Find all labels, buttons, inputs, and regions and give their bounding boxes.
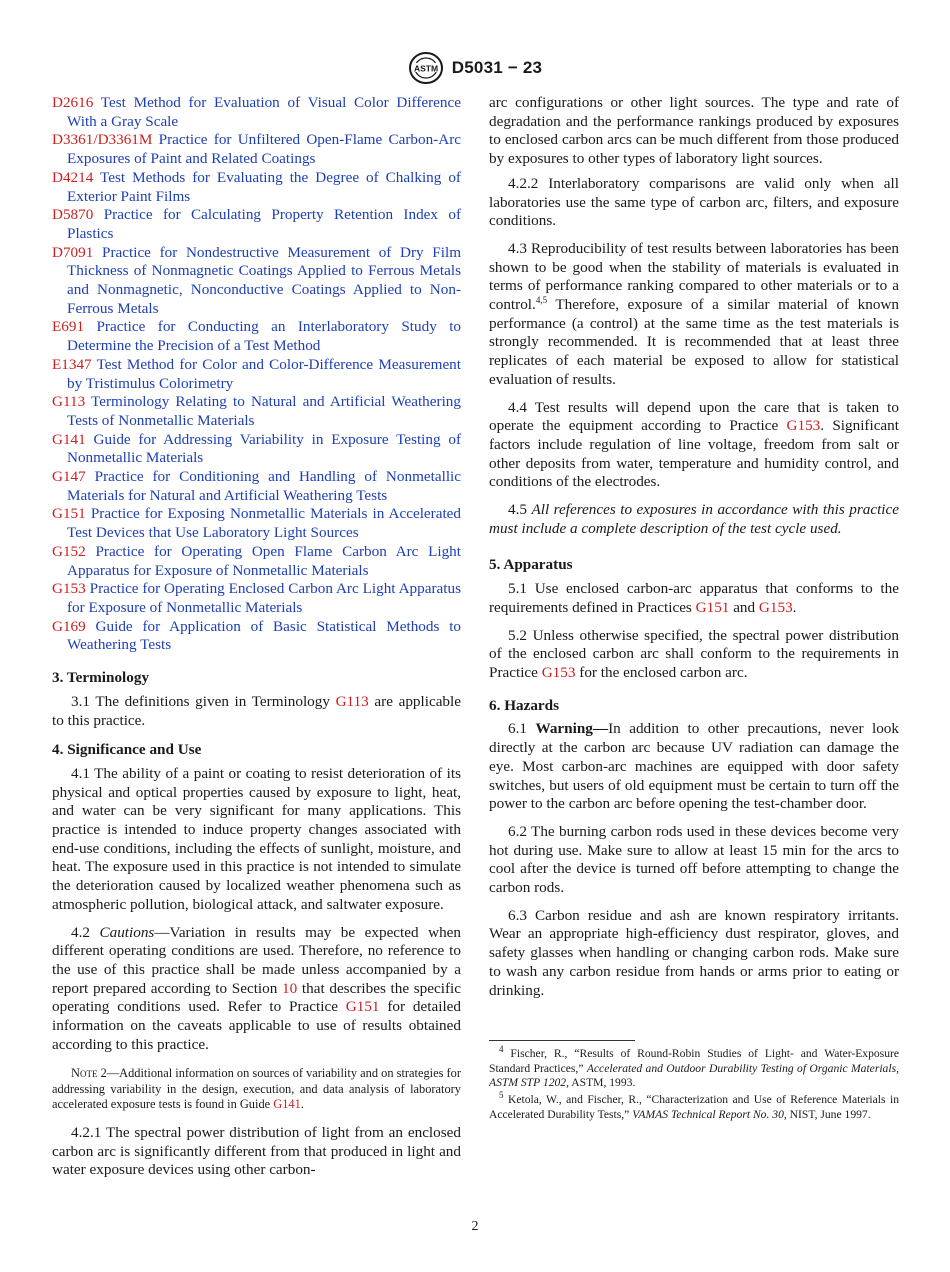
left-column — [52, 94, 461, 1189]
link-g153[interactable]: G153 — [786, 417, 821, 435]
section-heading-hazards: 6. Hazards — [489, 696, 560, 714]
reference-item[interactable]: D2616 Test Method for Evaluation of Visual Color Difference With a Gray Scale — [52, 94, 461, 130]
paragraph-3-1: 3.1 The definitions given in Terminology G113 are applicable to this practice. — [52, 692, 461, 729]
paragraph-4-5: 4.5 All references to exposures in accordance with this practice must include a complete description of the test cycle used. — [489, 501, 900, 537]
paragraph-4-2: 4.2 Cautions—Variation in results may be expected when different operating conditions are used. Therefore, no reference to the use of this practice shall be made unless accompanied by a report prepared according to Section 10 that describes the specific operating conditions used. Refer to Practice G151 for detailed information on the caveats applicable to use of results obtained according to this practice. — [52, 923, 461, 1053]
reference-item[interactable]: G113 Terminology Relating to Natural and Artificial Weathering Tests of Nonmetallic Materials — [52, 393, 461, 429]
reference-item[interactable]: D4214 Test Methods for Evaluating the Degree of Chalking of Exterior Paint Films — [52, 168, 461, 205]
astm-logo-icon — [408, 51, 444, 85]
reference-item[interactable]: G169 Guide for Application of Basic Statistical Methods to Weathering Tests — [52, 617, 462, 654]
footnote-4: $^4$ Fischer, R., “Results of Round-Robin Studies of Light- and Water-Exposure Standard Practices,” Accelerated and Outdoor Durability Testing of Organic Materials, ASTM STP 1202, ASTM, 1993. — [489, 1044, 899, 1090]
footnote-divider — [489, 1040, 635, 1041]
link-section-10[interactable]: 10 — [282, 979, 298, 997]
paragraph-4-2-1-cont: arc configurations or other light sources. The type and rate of degradation and the performance rankings produced by exposures to enclosed carbon arcs can be much different from those produced by exposures to other types of laboratory light sources. — [489, 94, 899, 168]
reference-item[interactable]: G152 Practice for Operating Open Flame Carbon Arc Light Apparatus for Exposure of Nonmetallic Materials — [52, 542, 461, 579]
reference-item[interactable]: D3361/D3361M Practice for Unfiltered Open-Flame Carbon-Arc Exposures of Paint and Related Coatings — [52, 131, 461, 168]
note-2: Note 2—Additional information on sources of variability and on strategies for addressing variability in the design, execution, and data analysis of laboratory accelerated exposure tests is found in Guide G141. — [52, 1066, 461, 1111]
paragraph-5-1: 5.1 Use enclosed carbon-arc apparatus that conforms to the requirements defined in Practices G151 and G153. — [489, 580, 899, 616]
standard-designation: D5031 − 23 — [451, 58, 543, 77]
section-heading-apparatus: 5. Apparatus — [489, 556, 573, 574]
reference-item[interactable]: G141 Guide for Addressing Variability in Exposure Testing of Nonmetallic Materials — [52, 430, 462, 467]
right-column — [489, 94, 899, 1124]
paragraph-5-2: 5.2 Unless otherwise specified, the spectral power distribution of the enclosed carbon arc shall conform to the requirements in Practice G153 for the enclosed carbon arc. — [489, 626, 899, 681]
footnote-ref-4-5[interactable]: 4,5 — [535, 294, 548, 305]
link-g113[interactable]: G113 — [335, 692, 369, 710]
page-header — [0, 50, 950, 86]
paragraph-4-2-1-start: 4.2.1 The spectral power distribution of light from an enclosed carbon arc is significantly different from that produced in light and water exposure devices using other carbon- — [52, 1124, 461, 1179]
reference-item[interactable]: G153 Practice for Operating Enclosed Carbon Arc Light Apparatus for Exposure of Nonmetallic Materials — [52, 580, 461, 616]
link-g153[interactable]: G153 — [541, 663, 576, 681]
paragraph-4-3: 4.3 Reproducibility of test results between laboratories has been shown to be good when the stability of materials is evaluated in terms of performance ranking compared to other materials or to a control.$^{4,5}$ Therefore, exposure of a similar material of known performance (a control) at the same time as the test materials is strongly recommended. It is recommended that at least three replicates of each material be exposed to allow for statistical evaluation of results. — [489, 239, 899, 388]
section-heading-significance: 4. Significance and Use — [52, 741, 202, 759]
paragraph-6-1: 6.1 Warning—In addition to other precautions, never look directly at the carbon arc because UV radiation can damage the eye. Most carbon-arc machines are equipped with door safety switches, but users of old equipment must be certain to turn off the power to the carbon arc before opening the test-chamber door. — [489, 720, 899, 813]
section-heading-terminology: 3. Terminology — [52, 669, 150, 687]
reference-list — [52, 94, 461, 655]
link-g151[interactable]: G151 — [695, 598, 730, 616]
footnote-5: $^5$ Ketola, W., and Fischer, R., “Characterization and Use of Reference Materials in Accelerated Durability Tests,” VAMAS Technical Report No. 30, NIST, June 1997. — [489, 1090, 899, 1121]
reference-item[interactable]: D7091 Practice for Nondestructive Measurement of Dry Film Thickness of Nonmagnetic Coatings Applied to Ferrous Metals and Nonmagnetic, Nonconductive Coatings Applied to Non-Ferrous Metals — [52, 243, 462, 317]
reference-item[interactable]: G147 Practice for Conditioning and Handling of Nonmetallic Materials for Natural and Artificial Weathering Tests — [52, 468, 462, 504]
paragraph-4-2-2: 4.2.2 Interlaboratory comparisons are valid only when all laboratories use the same type of carbon arc, filters, and exposure conditions. — [489, 174, 899, 230]
link-g141[interactable]: G141 — [273, 1096, 301, 1111]
page-number: 2 — [471, 1219, 479, 1234]
svg-text:ASTM: ASTM — [413, 63, 438, 74]
paragraph-4-4: 4.4 Test results will depend upon the care that is taken to operate the equipment according to Practice G153. Significant factors include regulation of line voltage, freedom from salt or other deposits from water, temperature and humidity control, and conditions of the electrodes. — [489, 398, 899, 491]
reference-item[interactable]: E691 Practice for Conducting an Interlaboratory Study to Determine the Precision of a Test Method — [52, 318, 462, 355]
reference-item[interactable]: E1347 Test Method for Color and Color-Difference Measurement by Tristimulus Colorimetry — [52, 355, 461, 392]
reference-item[interactable]: G151 Practice for Exposing Nonmetallic Materials in Accelerated Test Devices that Use Laboratory Light Sources — [52, 505, 462, 542]
reference-item[interactable]: D5870 Practice for Calculating Property Retention Index of Plastics — [52, 206, 462, 242]
paragraph-6-3: 6.3 Carbon residue and ash are known respiratory irritants. Wear an appropriate high-efficiency dust respirator, gloves, and safety glasses when handling or changing carbon rods. Make sure to wash any carbon residue from hands or arms prior to eating or drinking. — [489, 906, 899, 999]
paragraph-4-1: 4.1 The ability of a paint or coating to resist deterioration of its physical and optical properties caused by exposure to light, heat, and water can be very significant for many applications. This practice is intended to induce property changes associated with end-use conditions, including the effects of sunlight, moisture, and heat. The exposure used in this practice is not intended to simulate the deterioration caused by localized weather phenomena such as atmospheric pollution, biological attack, and saltwater exposure. — [52, 764, 461, 913]
paragraph-6-2: 6.2 The burning carbon rods used in these devices become very hot during use. Make sure to allow at least 15 min for the arcs to cool after the device is turned off before attempting to change the carbon rods. — [489, 822, 899, 897]
link-g153[interactable]: G153 — [758, 598, 793, 616]
link-g151[interactable]: G151 — [345, 998, 380, 1016]
